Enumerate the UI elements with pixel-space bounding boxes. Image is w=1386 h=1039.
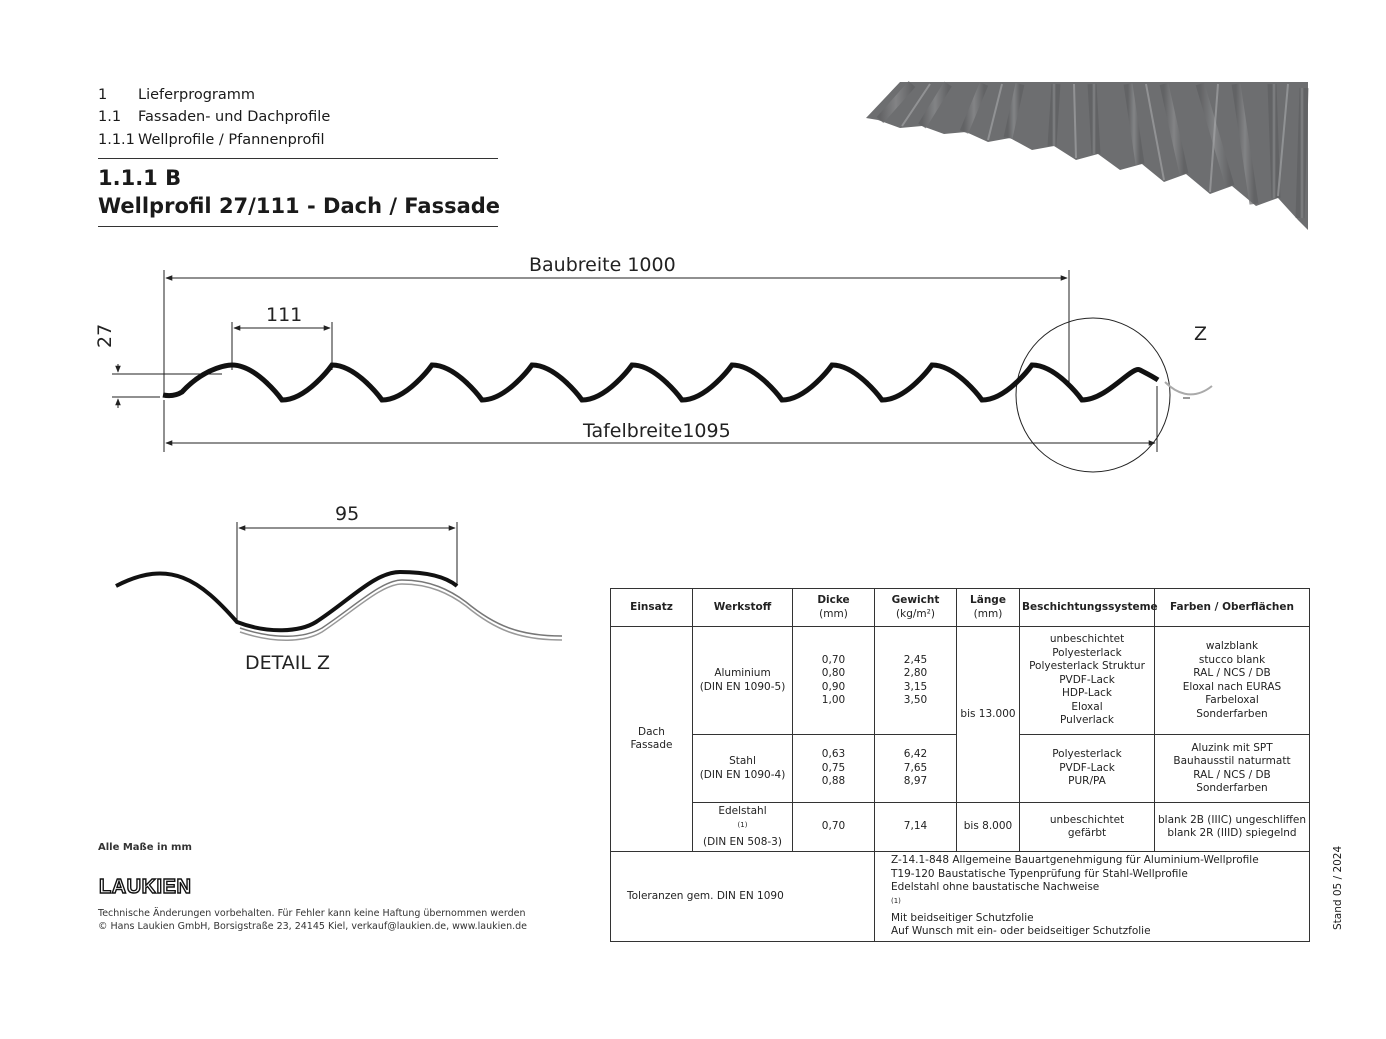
spec-table bbox=[610, 588, 1310, 942]
beschichtung-item: PUR/PA bbox=[1068, 775, 1106, 788]
werkstoff-name bbox=[695, 805, 790, 836]
farbe-item: stucco blank bbox=[1198, 653, 1266, 666]
detail-marker: Z bbox=[1194, 323, 1208, 345]
header-laenge bbox=[957, 589, 1020, 627]
height-label: 27 bbox=[94, 323, 116, 348]
detail-label: DETAIL Z bbox=[245, 652, 331, 674]
footnote-text: Mit beidseitiger Schutzfolie bbox=[891, 911, 1034, 924]
header-dicke bbox=[793, 589, 875, 627]
farbe-item: Sonderfarben bbox=[1196, 782, 1268, 794]
table-row-edelstahl bbox=[611, 803, 1310, 852]
header-dicke-label: Dicke bbox=[817, 594, 850, 606]
beschichtung-item: Polyesterlack bbox=[1052, 646, 1122, 659]
farbe-item: blank 2B (IIIC) ungeschliffen bbox=[1158, 813, 1306, 826]
note-item: Auf Wunsch mit ein- oder beidseitiger Schutzfolie bbox=[891, 925, 1151, 938]
einsatz-fassade: Fassade bbox=[630, 739, 673, 751]
header-gewicht bbox=[875, 589, 957, 627]
cell-notes bbox=[875, 852, 1310, 942]
cell-laenge-13000: bis 13.000 bbox=[957, 627, 1020, 803]
cell-werkstoff-edelstahl bbox=[693, 803, 793, 852]
gewicht-value: 3,50 bbox=[903, 694, 928, 706]
einsatz-dach: Dach bbox=[638, 725, 665, 738]
section-code: 1.1.1 B bbox=[98, 166, 182, 190]
farbe-item: walzblank bbox=[1205, 640, 1259, 652]
detail-width-label: 95 bbox=[335, 503, 360, 525]
cell-beschichtung-stahl bbox=[1020, 735, 1155, 803]
nav-label: Fassaden- und Dachprofile bbox=[138, 109, 331, 125]
nav-number: 1 bbox=[98, 87, 108, 103]
pitch-label: 111 bbox=[266, 304, 303, 326]
cell-farben-edelstahl bbox=[1155, 803, 1310, 852]
werkstoff-norm: (DIN EN 1090-5) bbox=[699, 680, 786, 693]
cell-gewicht-edelstahl: 7,14 bbox=[875, 803, 957, 852]
cell-dicke-aluminium bbox=[793, 627, 875, 735]
note-item: T19-120 Baustatische Typenprüfung für Stahl-Wellprofile bbox=[891, 867, 1188, 880]
farbe-item: Eloxal nach EURAS bbox=[1182, 680, 1282, 693]
beschichtung-item: PVDF-Lack bbox=[1059, 673, 1115, 686]
page-title: Wellprofil 27/111 - Dach / Fassade bbox=[98, 194, 501, 218]
dicke-value: 1,00 bbox=[821, 694, 846, 706]
dicke-value: 0,90 bbox=[821, 680, 846, 693]
werkstoff-norm: (DIN EN 508-3) bbox=[703, 835, 782, 848]
header-beschichtung: Beschichtungssysteme bbox=[1020, 589, 1155, 627]
header-farben: Farben / Oberflächen bbox=[1155, 589, 1310, 627]
dicke-value: 0,70 bbox=[821, 653, 846, 666]
header-werkstoff: Werkstoff bbox=[693, 589, 793, 627]
nav-label: Wellprofile / Pfannenprofil bbox=[138, 132, 325, 148]
farbe-item: Sonderfarben bbox=[1196, 707, 1268, 720]
tafelbreite-label: Tafelbreite1095 bbox=[583, 420, 731, 442]
header-gewicht-label: Gewicht bbox=[891, 594, 940, 606]
cell-farben-stahl bbox=[1155, 735, 1310, 803]
gewicht-value: 8,97 bbox=[903, 775, 928, 788]
dicke-value: 0,75 bbox=[821, 761, 846, 774]
beschichtung-item: Eloxal bbox=[1071, 700, 1103, 713]
laukien-logo-text: LAUKIEN bbox=[99, 876, 192, 897]
cell-toleranzen: Toleranzen gem. DIN EN 1090 bbox=[611, 852, 875, 942]
beschichtung-item: Pulverlack bbox=[1060, 714, 1114, 727]
cell-einsatz bbox=[611, 627, 693, 852]
header-gewicht-unit: (kg/m²) bbox=[896, 607, 935, 620]
cell-gewicht-stahl bbox=[875, 735, 957, 803]
table-row-aluminium bbox=[611, 627, 1310, 735]
gewicht-value: 7,65 bbox=[903, 761, 928, 774]
masse-note: Alle Maße in mm bbox=[98, 842, 192, 853]
nav-number: 1.1.1 bbox=[98, 132, 135, 148]
header-dicke-unit: (mm) bbox=[819, 607, 848, 620]
beschichtung-item: HDP-Lack bbox=[1061, 687, 1112, 700]
farbe-item: Farbeloxal bbox=[1205, 694, 1259, 706]
werkstoff-name: Stahl bbox=[729, 755, 756, 767]
note-item-footnote bbox=[891, 895, 1307, 926]
gewicht-value: 3,15 bbox=[903, 680, 928, 693]
farbe-item: blank 2R (IIID) spiegelnd bbox=[1167, 827, 1297, 839]
cell-dicke-edelstahl: 0,70 bbox=[793, 803, 875, 852]
farbe-item: RAL / NCS / DB bbox=[1193, 768, 1271, 781]
stand-date: Stand 05 / 2024 bbox=[1332, 845, 1344, 930]
table-header-row bbox=[611, 589, 1310, 627]
header-einsatz: Einsatz bbox=[611, 589, 693, 627]
werkstoff-norm: (DIN EN 1090-4) bbox=[699, 768, 786, 781]
farbe-item: Aluzink mit SPT bbox=[1191, 741, 1273, 754]
beschichtung-item: unbeschichtet bbox=[1049, 633, 1125, 646]
beschichtung-item: gefärbt bbox=[1067, 827, 1107, 839]
baubreite-label: Baubreite 1000 bbox=[529, 254, 676, 276]
gewicht-value: 6,42 bbox=[903, 748, 928, 761]
disclaimer: Technische Änderungen vorbehalten. Für Fehler kann keine Haftung übernommen werden bbox=[98, 908, 526, 919]
beschichtung-item: Polyesterlack Struktur bbox=[1029, 660, 1145, 673]
dicke-value: 0,88 bbox=[821, 775, 846, 788]
farbe-item: Bauhausstil naturmatt bbox=[1173, 755, 1291, 767]
cell-beschichtung-aluminium bbox=[1020, 627, 1155, 735]
footnote-mark: (1) bbox=[891, 896, 901, 905]
footnote-mark: (1) bbox=[737, 820, 748, 829]
gewicht-value: 2,45 bbox=[903, 653, 928, 666]
copyright: © Hans Laukien GmbH, Borsigstraße 23, 24145 Kiel, verkauf@laukien.de, www.laukien.de bbox=[98, 921, 527, 932]
table-row-notes bbox=[611, 852, 1310, 942]
nav-number: 1.1 bbox=[98, 109, 122, 125]
cell-beschichtung-edelstahl bbox=[1020, 803, 1155, 852]
dicke-value: 0,63 bbox=[821, 748, 846, 761]
cell-werkstoff-aluminium bbox=[693, 627, 793, 735]
werkstoff-text: Edelstahl bbox=[718, 805, 767, 817]
beschichtung-item: PVDF-Lack bbox=[1059, 761, 1115, 774]
gewicht-value: 2,80 bbox=[903, 667, 928, 679]
beschichtung-item: unbeschichtet bbox=[1049, 813, 1125, 826]
header-laenge-unit: (mm) bbox=[973, 607, 1003, 620]
cell-laenge-8000: bis 8.000 bbox=[957, 803, 1020, 852]
cell-werkstoff-stahl bbox=[693, 735, 793, 803]
note-item: Z-14.1-848 Allgemeine Bauartgenehmigung für Aluminium-Wellprofile bbox=[891, 854, 1259, 867]
note-item: Edelstahl ohne baustatische Nachweise bbox=[891, 881, 1100, 894]
detail-drawing bbox=[100, 510, 580, 660]
beschichtung-item: Polyesterlack bbox=[1052, 748, 1122, 761]
werkstoff-name: Aluminium bbox=[714, 667, 771, 679]
dicke-value: 0,80 bbox=[821, 667, 846, 679]
nav-label: Lieferprogramm bbox=[138, 87, 256, 103]
cell-dicke-stahl bbox=[793, 735, 875, 803]
cell-gewicht-aluminium bbox=[875, 627, 957, 735]
laukien-logo bbox=[98, 875, 216, 897]
header-laenge-label: Länge bbox=[970, 594, 1006, 606]
cell-farben-aluminium bbox=[1155, 627, 1310, 735]
farbe-item: RAL / NCS / DB bbox=[1193, 667, 1271, 679]
